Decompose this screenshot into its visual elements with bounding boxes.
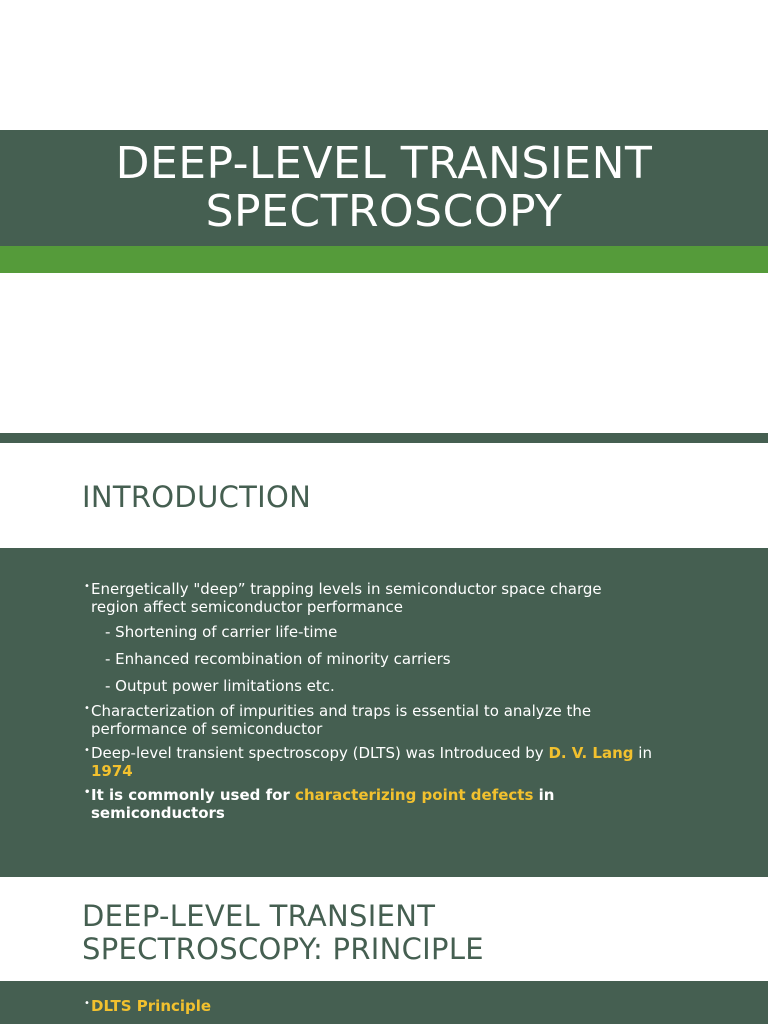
principle-heading-line2: SPECTROSCOPY: PRINCIPLE bbox=[82, 932, 484, 966]
principle-heading-line1: DEEP-LEVEL TRANSIENT bbox=[82, 899, 436, 933]
bullet-dot: • bbox=[84, 787, 91, 798]
bullet-usage bbox=[84, 786, 694, 822]
sub-bullet-recombination: - Enhanced recombination of minority carriers bbox=[105, 650, 451, 668]
slide-divider bbox=[0, 433, 768, 443]
bullet-dot: • bbox=[84, 745, 90, 756]
year: 1974 bbox=[91, 762, 133, 780]
author-name: D. V. Lang bbox=[548, 744, 634, 762]
bullet-text-line1: Energetically "deep” trapping levels in semiconductor space charge bbox=[91, 580, 602, 598]
bullet-text-line2: semiconductors bbox=[91, 804, 225, 822]
bullet-deep-levels bbox=[84, 580, 694, 616]
bullet-text: Deep-level transient spectroscopy (DLTS) was Introduced by bbox=[91, 744, 549, 762]
bullet-text-line2 bbox=[84, 762, 694, 780]
intro-heading: INTRODUCTION bbox=[82, 480, 312, 514]
slide-title-line2: SPECTROSCOPY bbox=[205, 186, 563, 237]
accent-strip bbox=[0, 246, 768, 273]
highlight-phrase: characterizing point defects bbox=[295, 786, 534, 804]
title-band bbox=[0, 130, 768, 246]
bullet-text-line2: region affect semiconductor performance bbox=[91, 598, 403, 616]
bullet-dot: • bbox=[84, 703, 90, 714]
bullet-text: in bbox=[533, 786, 555, 804]
bullet-text: DLTS Principle bbox=[91, 997, 212, 1015]
bullet-text-line1: Characterization of impurities and traps is essential to analyze the bbox=[91, 702, 592, 720]
bullet-text: It is commonly used for bbox=[91, 786, 296, 804]
bullet-text-line2: performance of semiconductor bbox=[91, 720, 323, 738]
bullet-dot: • bbox=[84, 998, 90, 1009]
bullet-dlts-principle bbox=[84, 997, 694, 1015]
slide-title-line1: DEEP-LEVEL TRANSIENT bbox=[115, 138, 653, 189]
bullet-text-line1 bbox=[84, 786, 694, 804]
bullet-characterization bbox=[84, 702, 694, 738]
bullet-dot: • bbox=[84, 581, 90, 592]
sub-bullet-lifetime: - Shortening of carrier life-time bbox=[105, 623, 338, 641]
bullet-text-line1 bbox=[84, 744, 694, 762]
slide-title bbox=[116, 140, 653, 236]
bullet-dlts-intro bbox=[84, 744, 694, 780]
principle-heading bbox=[82, 900, 702, 966]
sub-bullet-power: - Output power limitations etc. bbox=[105, 677, 335, 695]
bullet-text: in bbox=[633, 744, 652, 762]
